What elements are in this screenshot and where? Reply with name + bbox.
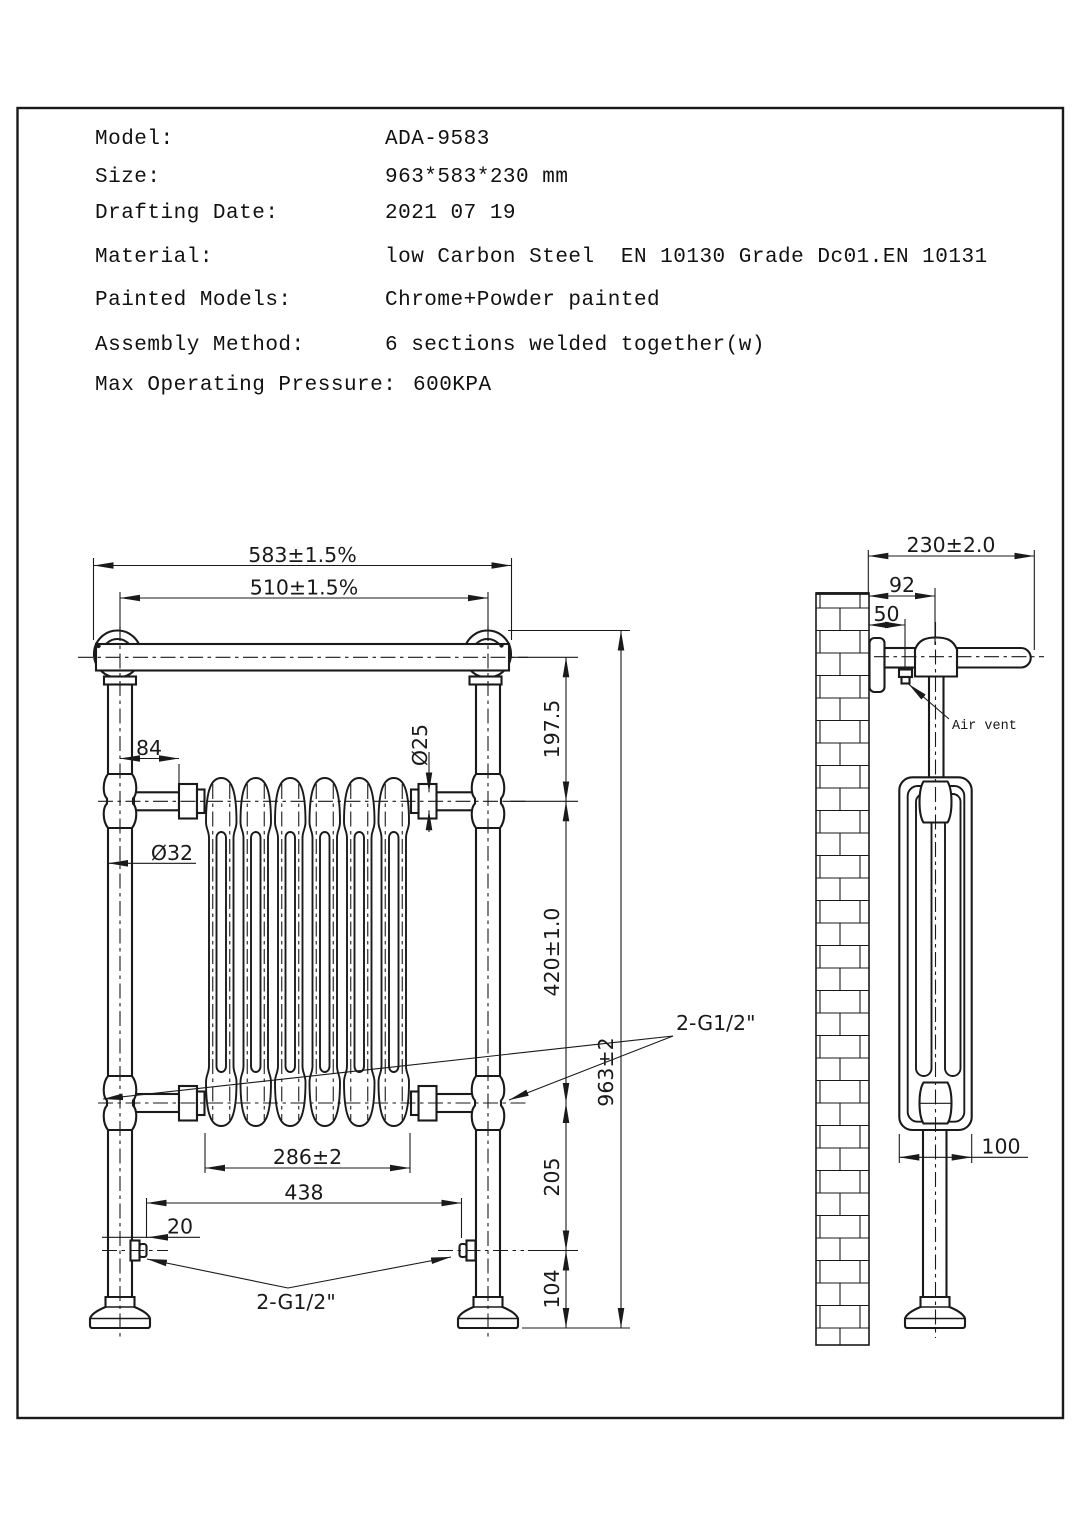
dim-post-to-union: 84 (135, 736, 163, 760)
dim-post-diameter: Ø32 (150, 841, 194, 865)
dim-inlet-to-floor: 104 (540, 1269, 564, 1309)
dim-overall-depth: 230±2.0 (906, 533, 996, 557)
dim-union-spacing: 420±1.0 (540, 907, 564, 997)
spec-value: 963*583*230 mm (385, 166, 569, 189)
side-view (816, 533, 1044, 1345)
dim-rail-width: 510±1.5% (249, 575, 359, 600)
spec-label: Max Operating Pressure: (95, 374, 397, 397)
towel-rail-side (957, 648, 1031, 668)
spec-value: low Carbon Steel EN 10130 Grade Dc01.EN 10131 (385, 246, 988, 269)
front-view (78, 543, 756, 1338)
flange-screw-right (499, 643, 503, 647)
dim-overall-height: 963±2 (594, 1037, 618, 1107)
spec-label: Painted Models: (95, 289, 292, 312)
spec-value: 2021 07 19 (385, 202, 517, 225)
spec-label: Material: (95, 246, 213, 269)
dim-radiator-width: 286±2 (272, 1145, 343, 1169)
dim-inlet-offset: 20 (166, 1214, 194, 1239)
spec-value: Chrome+Powder painted (385, 289, 661, 312)
spec-label: Assembly Method: (95, 334, 305, 357)
dim-overall-width: 583±1.5% (248, 543, 357, 567)
label-bottom-ports: 2-G1/2" (256, 1290, 336, 1314)
dim-rail-to-upper-union: 197.5 (540, 699, 564, 759)
wall-section (816, 593, 869, 1345)
flange-screw-left (96, 644, 100, 648)
spec-label: Model: (95, 128, 174, 151)
dim-wall-to-vent: 50 (873, 602, 900, 626)
label-upper-ports: 2-G1/2" (676, 1011, 756, 1035)
spec-value: 600KPA (413, 374, 492, 397)
spec-value: 6 sections welded together(w) (385, 334, 765, 357)
dim-wall-to-post: 92 (888, 573, 916, 597)
spec-label: Size: (95, 166, 161, 189)
dim-union-to-inlet: 205 (540, 1157, 564, 1197)
label-air-vent: Air vent (952, 719, 1017, 734)
dim-radiator-depth: 100 (981, 1134, 1021, 1159)
spec-label: Drafting Date: (95, 202, 279, 225)
radiator-sections (206, 778, 409, 1126)
dim-inlet-span: 438 (284, 1180, 324, 1205)
air-vent-plug (899, 670, 912, 684)
spec-value: ADA-9583 (385, 128, 490, 151)
dim-pipe-diameter: Ø25 (408, 723, 432, 767)
post-right (470, 676, 502, 1296)
